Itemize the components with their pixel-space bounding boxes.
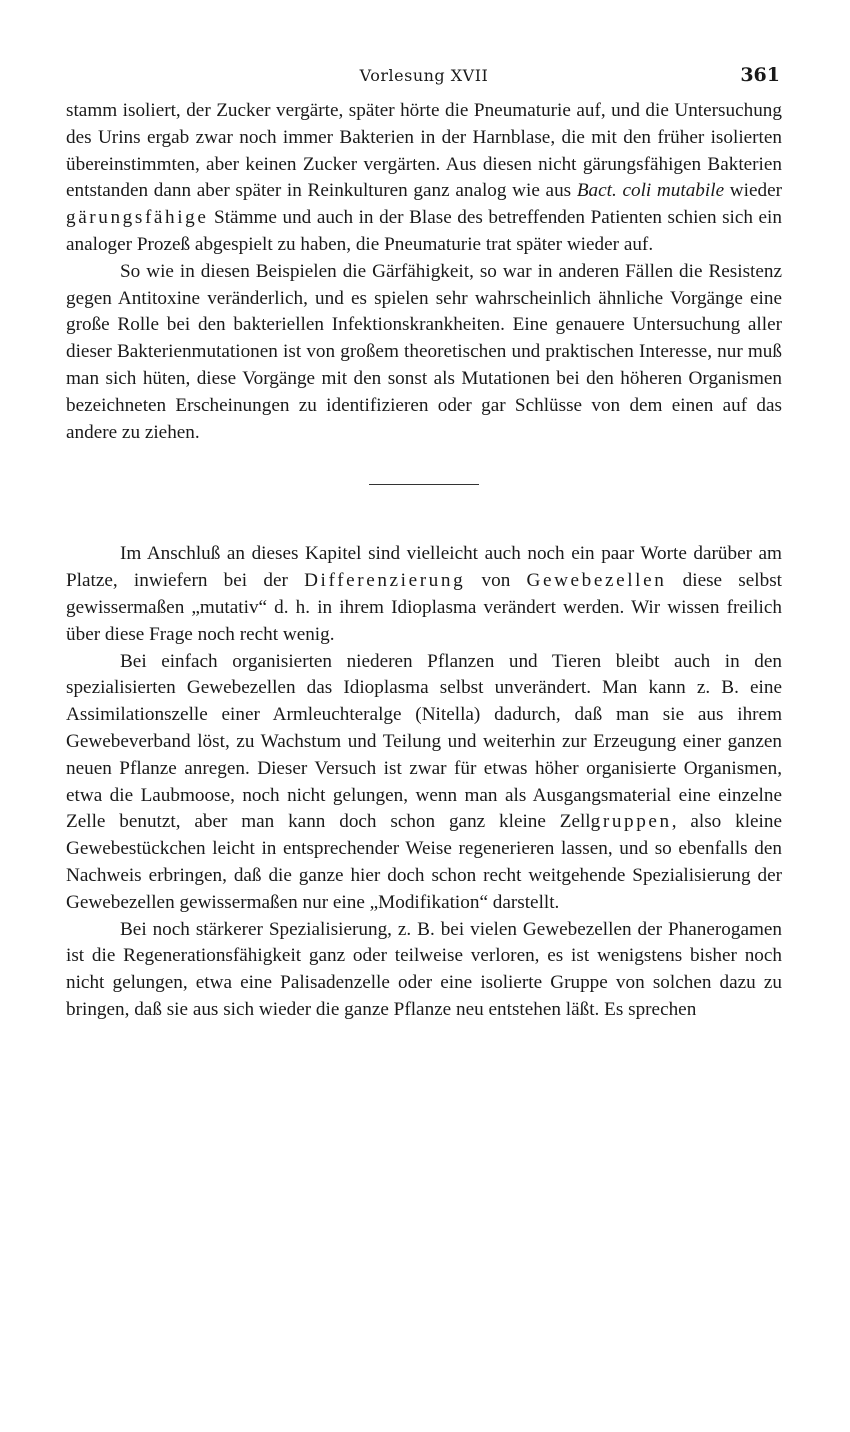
text-run: stamm isoliert, der Zucker vergärte, später hörte die Pneumaturie auf, und die Untersuchung des Urins ergab zwar noch immer Bakterien in der Harnblase, die mit den früher isolierten übereinstimmten, aber keinen Zucker vergärten. Aus diesen nicht gärungsfähigen Bakterien entstanden dann aber später in Reinkulturen ganz analog wie aus bbox=[66, 100, 782, 202]
text-run: Bei einfach organisierten niederen Pflanzen und Tieren bleibt auch in den spezialisierten Gewebezellen das Idioplasma selbst unverändert. Man kann z. B. eine Assimilationszelle einer Armleuchteralge (Nitella) dadurch, daß man sie aus ihrem Gewebeverband löst, zu Wachstum und Teilung und weiterhin zur Erzeugung einer ganzen neuen Pflanze anregen. Dieser Versuch ist zwar für etwas höher organisierte Organismen, etwa die Laubmoose, noch nicht gelungen, wenn man als Ausgangsmaterial eine einzelne Zelle benutzt, aber man kann doch schon ganz kleine Zell bbox=[66, 650, 782, 833]
emphasized-term: Differenzierung bbox=[304, 570, 466, 592]
text-run: Im Anschluß an dieses Kapitel sind vielleicht auch noch ein paar Worte darüber am Platze, inwiefern bei der bbox=[66, 543, 782, 592]
paragraph: So wie in diesen Beispielen die Gärfähigkeit, so war in anderen Fällen die Resistenz gegen Antitoxine veränderlich, und es spielen sehr wahrscheinlich ähnliche Vorgänge eine große Rolle bei den bakteriellen Infektionskrankheiten. Eine genauere Untersuchung aller dieser Bakterienmutationen ist von großem theoretischen und praktischen Interesse, nur muß man sich hüten, diese Vorgänge mit den sonst als Mutationen bei den höheren Organismen bezeichneten Erscheinungen zu identifizieren oder gar Schlüsse von dem einen auf das andere zu ziehen. bbox=[66, 260, 782, 443]
section-separator-rule bbox=[369, 484, 479, 485]
italic-species-name: Bact. coli mutabile bbox=[576, 180, 725, 202]
page-number: 361 bbox=[740, 64, 780, 86]
text-run: , also kleine Gewebestückchen leicht in entsprechender Weise regenerieren lassen, und so ebenfalls den Nachweis erbringen, daß die ganze hier doch schon recht weitgehende Spezialisierung der Gewebezellen gewissermaßen nur eine „Modifikation“ darstellt. bbox=[66, 811, 782, 913]
text-run: von bbox=[465, 570, 527, 592]
running-header bbox=[66, 62, 782, 98]
text-run: wieder bbox=[724, 180, 782, 202]
book-page bbox=[66, 62, 782, 1024]
paragraph: Bei noch stärkerer Spezialisierung, z. B. bei vielen Gewebezellen der Phanerogamen ist die Regenerationsfähigkeit ganz oder teilweise verloren, es ist wenigstens bisher noch nicht gelungen, etwa eine Palisadenzelle oder eine isolierte Gruppe von solchen dazu zu bringen, daß sie aus sich wieder die ganze Pflanze neu entstehen läßt. Es sprechen bbox=[66, 918, 782, 1020]
text-run: Stämme und auch in der Blase des betreffenden Patienten schien sich ein analoger Prozeß abgespielt zu haben, die Pneumaturie trat später wieder auf. bbox=[66, 207, 782, 255]
running-title: Vorlesung XVII bbox=[359, 66, 489, 85]
paragraph bbox=[66, 541, 782, 648]
emphasized-term: gärungsfähige bbox=[66, 207, 209, 229]
paragraph-continued bbox=[66, 98, 782, 259]
paragraph bbox=[66, 649, 782, 917]
body-text bbox=[66, 98, 782, 1024]
emphasized-term: gruppen bbox=[590, 811, 672, 833]
emphasized-term: Gewebezellen bbox=[526, 570, 667, 592]
text-run: diese selbst gewissermaßen „mutativ“ d. h. in ihrem Idioplasma verändert werden. Wir wissen freilich über diese Frage noch recht wenig. bbox=[66, 570, 783, 645]
